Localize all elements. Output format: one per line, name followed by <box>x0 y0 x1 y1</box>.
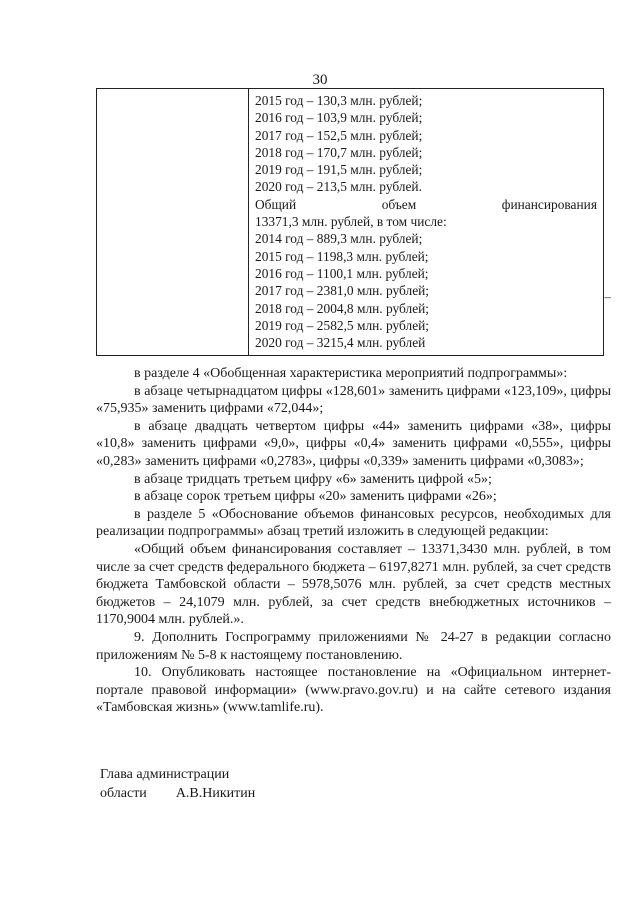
document-body <box>96 365 611 717</box>
paragraph: в абзаце тридцать третьем цифру «6» заменить цифрой «5»; <box>134 471 492 487</box>
signature-region: области <box>100 786 147 801</box>
paragraph: в разделе 4 «Обобщенная характеристика мероприятий подпрограммы»: <box>134 366 568 381</box>
signature-title: Глава администрации <box>100 767 230 782</box>
funding-line: 2015 год – 130,3 млн. рублей; <box>255 93 423 108</box>
table-funding-cell <box>255 92 611 351</box>
paragraph: в разделе 5 «Обоснование объемов финансовых ресурсов, необходимых для реализации подпрограммы» абзац третий изложить в следующей редакции: <box>96 506 611 540</box>
signatory-name: А.В.Никитин <box>175 786 256 801</box>
funding-line: 2017 год – 152,5 млн. рублей; <box>255 127 423 143</box>
side-dash: – <box>604 289 611 304</box>
total-funding-heading <box>255 196 597 213</box>
funding-line: 2015 год – 1198,3 млн. рублей; <box>255 248 429 264</box>
total-word: Общий <box>255 196 297 212</box>
paragraph: 10. Опубликовать настоящее постановление на «Официальном интернет-портале правовой информации» (www.pravo.gov.ru) и на сайте сетевого издания «Тамбовская жизнь» (www.tamlife.ru). <box>96 665 611 716</box>
paragraph: в абзаце двадцать четвертом цифры «44» заменить цифрами «38», цифры «10,8» заменить цифрами «9,0», цифры «0,4» заменить цифрами «0,555», цифры «0,283» заменить цифрами «0,2783», цифры «0,339» заменить цифрами «0,3083»; <box>96 418 611 469</box>
page-number: 30 <box>312 72 328 88</box>
paragraph: в абзаце сорок третьем цифры «20» заменить цифрами «26»; <box>134 489 497 505</box>
funding-line: 2019 год – 2582,5 млн. рублей; <box>255 317 430 333</box>
total-word: финансирования <box>501 196 597 212</box>
paragraph: 9. Дополнить Госпрограмму приложениями № 24-27 в редакции согласно приложениям № 5-8 к настоящему постановлению. <box>96 629 611 663</box>
total-word: объем <box>381 196 417 212</box>
funding-line: 2017 год – 2381,0 млн. рублей; <box>255 283 430 299</box>
funding-line: 2016 год – 103,9 млн. рублей; <box>255 110 423 126</box>
funding-line: 2018 год – 2004,8 млн. рублей; <box>255 300 430 316</box>
signature-line <box>100 784 255 803</box>
paragraph: «Общий объем финансирования составляет – 13371,3430 млн. рублей, в том числе за счет средств федерального бюджета – 6197,8271 млн. рублей, за счет средств бюджета Тамбовской области – 5978,5076 млн. рублей, за счет средств местных бюджетов – 24,1079 млн. рублей, за счет средств внебюджетных источников – 1170,9004 млн. рублей.». <box>96 541 611 628</box>
funding-line: 2020 год – 3215,4 млн. рублей <box>255 335 426 351</box>
funding-line: 2018 год – 170,7 млн. рублей; <box>255 144 423 160</box>
funding-line: 2019 год – 191,5 млн. рублей; <box>255 162 423 178</box>
funding-line: 2016 год – 1100,1 млн. рублей; <box>255 265 429 281</box>
funding-line: 2014 год – 889,3 млн. рублей; <box>255 231 423 247</box>
signature-block <box>100 765 255 803</box>
table-column-divider <box>248 89 249 355</box>
total-funding-value: 13371,3 млн. рублей, в том числе: <box>255 214 447 230</box>
paragraph: в абзаце четырнадцатом цифры «128,601» заменить цифрами «123,109», цифры «75,935» заменить цифрами «72,044»; <box>96 383 611 417</box>
funding-table <box>96 88 611 356</box>
funding-line: 2020 год – 213,5 млн. рублей. <box>255 179 422 195</box>
